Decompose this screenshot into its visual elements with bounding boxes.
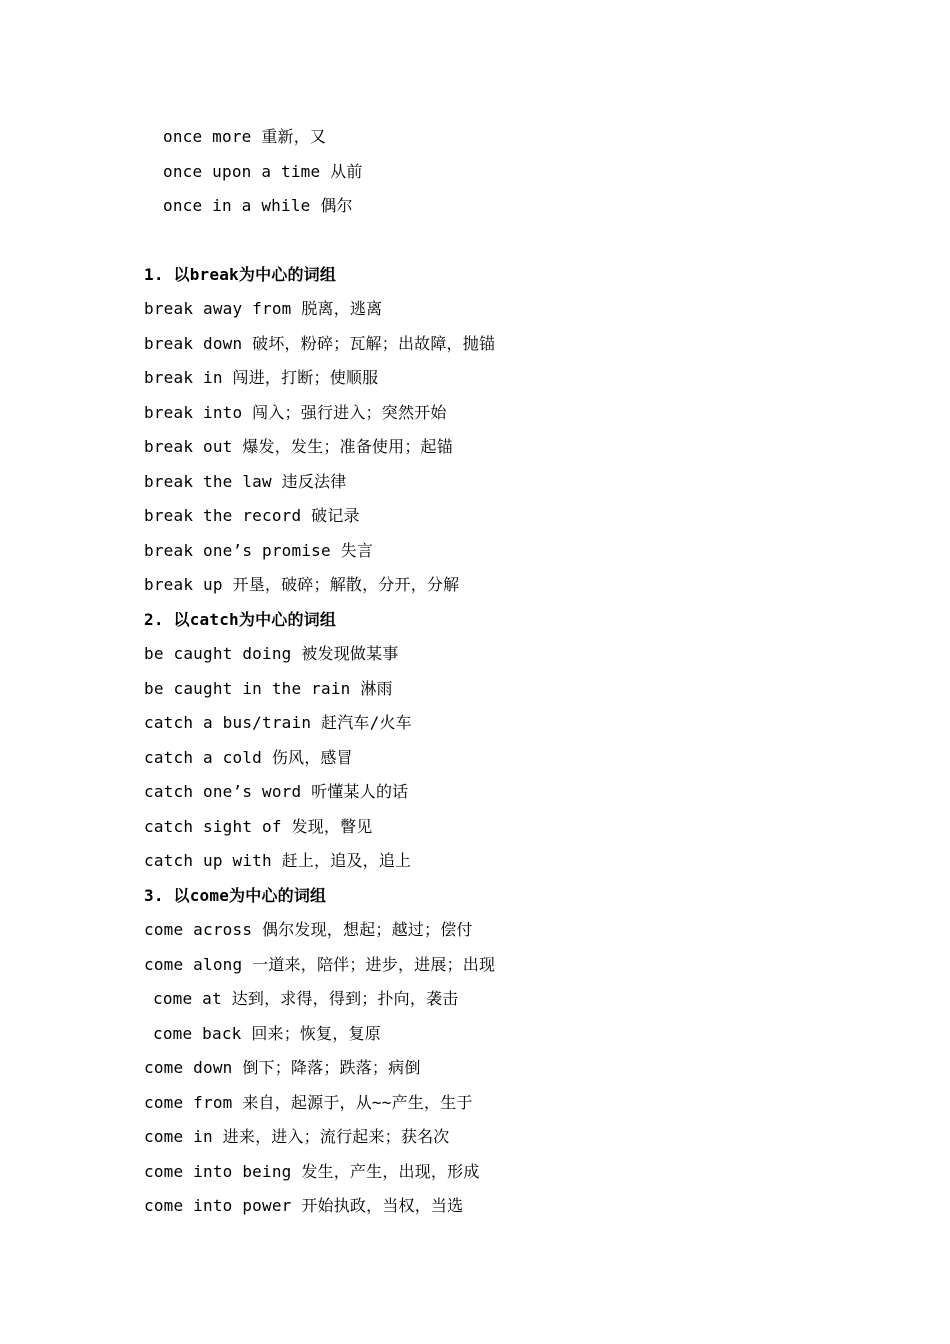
phrase-line: break away from 脱离，逃离 [144,299,383,318]
phrase-line: break up 开垦，破碎；解散，分开，分解 [144,575,460,594]
phrase-line: catch a bus/train 赶汽车/火车 [144,713,412,732]
phrase-line: catch one’s word 听懂某人的话 [144,782,409,801]
phrase-line: come from 来自，起源于，从~~产生，生于 [144,1093,473,1112]
phrase-line: break in 闯进，打断；使顺服 [144,368,379,387]
phrase-line: be caught in the rain 淋雨 [144,679,393,698]
phrase-line: once upon a time 从前 [163,162,363,181]
phrase-line: break into 闯入；强行进入；突然开始 [144,403,447,422]
phrase-line: break out 爆发，发生；准备使用；起锚 [144,437,453,456]
phrase-line: catch sight of 发现，瞥见 [144,817,373,836]
phrase-line: break the record 破记录 [144,506,360,525]
phrase-line: come across 偶尔发现，想起；越过；偿付 [144,920,473,939]
phrase-line: come at 达到，求得，得到；扑向，袭击 [153,989,459,1008]
phrase-line: come in 进来，进入；流行起来；获名次 [144,1127,450,1146]
phrase-line: break the law 违反法律 [144,472,347,491]
phrase-line: break one’s promise 失言 [144,541,374,560]
phrase-line: come along 一道来，陪伴；进步，进展；出现 [144,955,496,974]
phrase-line: catch up with 赶上，追及，追上 [144,851,412,870]
phrase-line: break down 破坏，粉碎；瓦解；出故障，抛锚 [144,334,496,353]
phrase-line: once more 重新，又 [163,127,327,146]
phrase-line: come back 回来；恢复，复原 [153,1024,381,1043]
section-heading: 3. 以come为中心的词组 [144,886,327,905]
phrase-line: be caught doing 被发现做某事 [144,644,399,663]
phrase-line: catch a cold 伤风，感冒 [144,748,353,767]
section-heading: 2. 以catch为中心的词组 [144,610,337,629]
phrase-line: come into power 开始执政，当权，当选 [144,1196,464,1215]
phrase-line: come down 倒下；降落；跌落；病倒 [144,1058,421,1077]
phrase-line: once in a while 偶尔 [163,196,353,215]
phrase-line: come into being 发生，产生，出现，形成 [144,1162,480,1181]
section-heading: 1. 以break为中心的词组 [144,265,337,284]
